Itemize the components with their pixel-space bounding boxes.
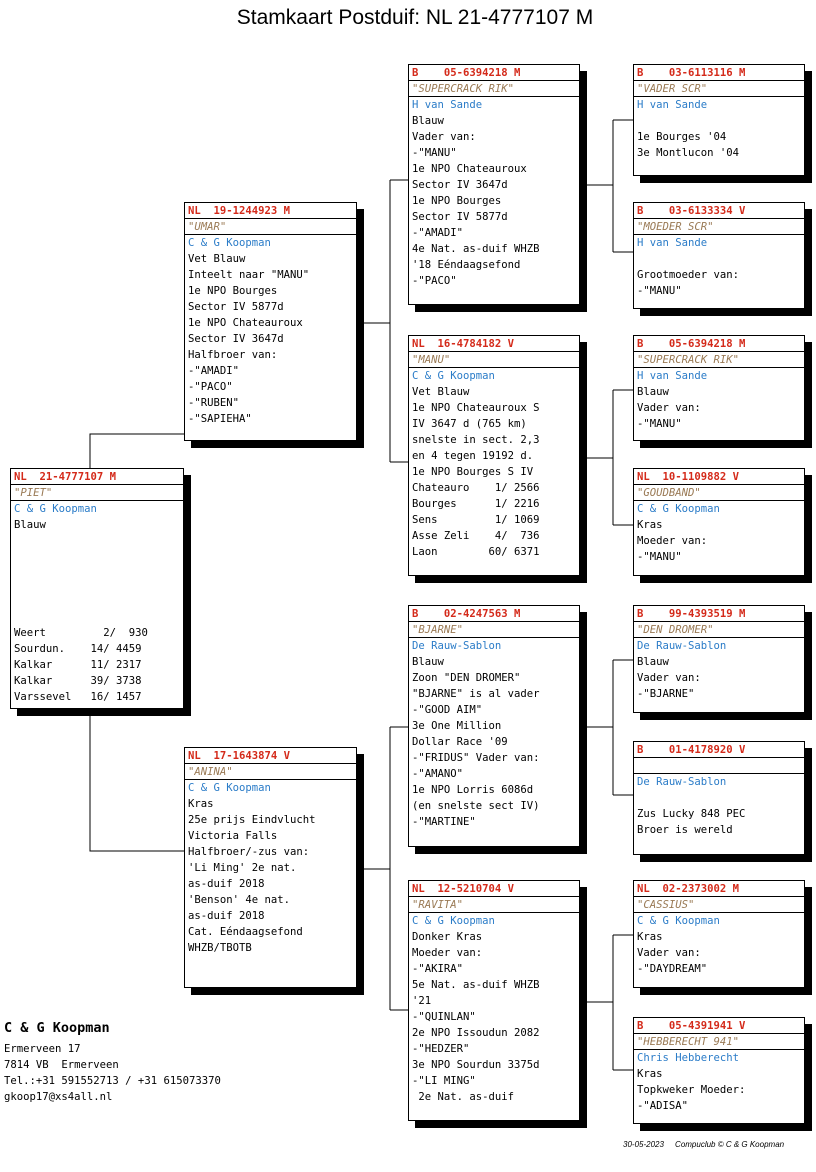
info-line: -"MANU" bbox=[637, 285, 682, 297]
info-line: Kras bbox=[637, 1068, 663, 1080]
info-line: '18 Eéndaagsefond bbox=[412, 259, 521, 271]
ring-number: B 99-4393519 M bbox=[634, 606, 804, 622]
owner-postcode-city: 7814 VB Ermerveen bbox=[4, 1059, 119, 1071]
info-line: -"SAPIEHA" bbox=[188, 413, 252, 425]
race-result: Weert 2/ 930 bbox=[14, 627, 148, 639]
pigeon-name: "BJARNE" bbox=[409, 622, 579, 638]
ring-number: NL 12-5210704 V bbox=[409, 881, 579, 897]
race-result: Varssevel 16/ 1457 bbox=[14, 691, 142, 703]
pedigree-card-subject bbox=[10, 468, 184, 709]
pigeon-name: "MOEDER SCR" bbox=[634, 219, 804, 235]
pedigree-card-fmm bbox=[633, 468, 805, 576]
info-line: Victoria Falls bbox=[188, 830, 278, 842]
info-line: '21 bbox=[412, 995, 432, 1007]
info-line: Topkweker Moeder: bbox=[637, 1084, 746, 1096]
breeder-name: C & G Koopman bbox=[412, 370, 495, 382]
info-line: -"RUBEN" bbox=[188, 397, 240, 409]
ring-number: B 05-6394218 M bbox=[409, 65, 579, 81]
info-line: -"QUINLAN" bbox=[412, 1011, 476, 1023]
info-line: Donker Kras bbox=[412, 931, 483, 943]
pigeon-name bbox=[634, 758, 804, 774]
owner-name: C & G Koopman bbox=[4, 1020, 110, 1036]
footer-credit: 30-05-2023 Compuclub © C & G Koopman bbox=[623, 1140, 785, 1149]
ring-number: B 02-4247563 M bbox=[409, 606, 579, 622]
info-line: Laon 60/ 6371 bbox=[412, 546, 540, 558]
info-line: 1e NPO Chateauroux bbox=[188, 317, 303, 329]
info-line: Vader van: bbox=[637, 402, 701, 414]
info-line: Sector IV 3647d bbox=[188, 333, 284, 345]
info-line: -"PACO" bbox=[188, 381, 233, 393]
info-line: Vet Blauw bbox=[188, 253, 246, 265]
info-line: -"MANU" bbox=[412, 147, 457, 159]
info-line: Sens 1/ 1069 bbox=[412, 514, 540, 526]
breeder-name: C & G Koopman bbox=[188, 782, 271, 794]
owner-address: Ermerveen 17 bbox=[4, 1043, 81, 1055]
ring-number: B 01-4178920 V bbox=[634, 742, 804, 758]
info-line: -"GOOD AIM" bbox=[412, 704, 483, 716]
info-line bbox=[634, 113, 804, 129]
info-line: Vet Blauw bbox=[412, 386, 470, 398]
ring-number: NL 16-4784182 V bbox=[409, 336, 579, 352]
ring-number: NL 02-2373002 M bbox=[634, 881, 804, 897]
info-line: Dollar Race '09 bbox=[412, 736, 508, 748]
info-line: -"LI MING" bbox=[412, 1075, 476, 1087]
info-line: Broer is wereld bbox=[637, 824, 733, 836]
pigeon-name: "RAVITA" bbox=[409, 897, 579, 913]
pigeon-name: "UMAR" bbox=[185, 219, 356, 235]
info-line: Halfbroer/-zus van: bbox=[188, 846, 310, 858]
info-line: 3e Montlucon '04 bbox=[637, 147, 740, 159]
ring-number: B 05-6394218 M bbox=[634, 336, 804, 352]
info-line: -"AMANO" bbox=[412, 768, 464, 780]
info-line: Zus Lucky 848 PEC bbox=[637, 808, 746, 820]
info-line: 'Li Ming' 2e nat. bbox=[188, 862, 297, 874]
pedigree-card-fmf bbox=[633, 335, 805, 441]
info-line bbox=[634, 251, 804, 267]
pedigree-card-mf bbox=[408, 605, 580, 847]
ring-number: NL 17-1643874 V bbox=[185, 748, 356, 764]
info-line: Blauw bbox=[412, 115, 444, 127]
info-line: -"BJARNE" bbox=[637, 688, 695, 700]
ring-number: NL 21-4777107 M bbox=[11, 469, 183, 485]
info-line: Cat. Eéndaagsefond bbox=[188, 926, 303, 938]
breeder-name: H van Sande bbox=[412, 99, 483, 111]
info-line: 5e Nat. as-duif WHZB bbox=[412, 979, 540, 991]
info-line: Sector IV 5877d bbox=[188, 301, 284, 313]
pedigree-card-mmf bbox=[633, 880, 805, 988]
info-line: Halfbroer van: bbox=[188, 349, 278, 361]
info-line: 1e Bourges '04 bbox=[637, 131, 727, 143]
race-result: Kalkar 11/ 2317 bbox=[14, 659, 142, 671]
pigeon-name: "SUPERCRACK RIK" bbox=[634, 352, 804, 368]
owner-contact-block bbox=[4, 1019, 221, 1105]
pedigree-card-fm bbox=[408, 335, 580, 576]
info-line: -"MANU" bbox=[637, 551, 682, 563]
info-line: Blauw bbox=[637, 656, 669, 668]
info-line: -"DAYDREAM" bbox=[637, 963, 708, 975]
info-line: 25e prijs Eindvlucht bbox=[188, 814, 316, 826]
pedigree-card-mmm bbox=[633, 1017, 805, 1124]
pigeon-name: "HEBBERECHT 941" bbox=[634, 1034, 804, 1050]
info-line: Blauw bbox=[14, 519, 46, 531]
pedigree-card-fff bbox=[633, 64, 805, 176]
breeder-name: De Rauw-Sablon bbox=[412, 640, 502, 652]
info-line: Sector IV 5877d bbox=[412, 211, 508, 223]
pigeon-name: "CASSIUS" bbox=[634, 897, 804, 913]
pigeon-name: "PIET" bbox=[11, 485, 183, 501]
breeder-name: C & G Koopman bbox=[637, 915, 720, 927]
race-results bbox=[11, 625, 183, 705]
info-line: Vader van: bbox=[637, 672, 701, 684]
ring-number: B 03-6133334 V bbox=[634, 203, 804, 219]
race-result: Kalkar 39/ 3738 bbox=[14, 675, 142, 687]
breeder-name: Chris Hebberecht bbox=[637, 1052, 740, 1064]
info-line: as-duif 2018 bbox=[188, 878, 265, 890]
info-line: 1e NPO Lorris 6086d bbox=[412, 784, 534, 796]
page-title: Stamkaart Postduif: NL 21-4777107 M bbox=[236, 6, 594, 29]
info-line: Bourges 1/ 2216 bbox=[412, 498, 540, 510]
pigeon-name: "ANINA" bbox=[185, 764, 356, 780]
info-line: 2e Nat. as-duif bbox=[412, 1091, 515, 1103]
breeder-name: C & G Koopman bbox=[637, 503, 720, 515]
pigeon-name: "MANU" bbox=[409, 352, 579, 368]
info-line: 3e One Million bbox=[412, 720, 502, 732]
pedigree-card-father bbox=[184, 202, 357, 441]
breeder-name: C & G Koopman bbox=[188, 237, 271, 249]
pedigree-card-ffm bbox=[633, 202, 805, 309]
pedigree-card-mother bbox=[184, 747, 357, 988]
race-result: Sourdun. 14/ 4459 bbox=[14, 643, 142, 655]
ring-number: B 03-6113116 M bbox=[634, 65, 804, 81]
breeder-name: C & G Koopman bbox=[14, 503, 97, 515]
info-line: 1e NPO Bourges bbox=[188, 285, 278, 297]
info-line: en 4 tegen 19192 d. bbox=[412, 450, 534, 462]
pedigree-card-mm bbox=[408, 880, 580, 1121]
info-line: Blauw bbox=[637, 386, 669, 398]
info-line: (en snelste sect IV) bbox=[412, 800, 540, 812]
info-line: -"HEDZER" bbox=[412, 1043, 470, 1055]
info-line: 3e NPO Sourdun 3375d bbox=[412, 1059, 540, 1071]
info-line: Asse Zeli 4/ 736 bbox=[412, 530, 540, 542]
breeder-name: H van Sande bbox=[637, 99, 708, 111]
info-line: Grootmoeder van: bbox=[637, 269, 740, 281]
info-line: IV 3647 d (765 km) bbox=[412, 418, 527, 430]
info-line: Sector IV 3647d bbox=[412, 179, 508, 191]
info-line: as-duif 2018 bbox=[188, 910, 265, 922]
breeder-name: H van Sande bbox=[637, 370, 708, 382]
info-line: -"FRIDUS" Vader van: bbox=[412, 752, 540, 764]
pedigree-card-mff bbox=[633, 605, 805, 713]
info-line: -"PACO" bbox=[412, 275, 457, 287]
ring-number: NL 19-1244923 M bbox=[185, 203, 356, 219]
info-line bbox=[634, 790, 804, 806]
pigeon-name: "DEN DROMER" bbox=[634, 622, 804, 638]
info-line: 'Benson' 4e nat. bbox=[188, 894, 291, 906]
breeder-name: De Rauw-Sablon bbox=[637, 776, 727, 788]
info-line: Chateauro 1/ 2566 bbox=[412, 482, 540, 494]
pigeon-name: "GOUDBAND" bbox=[634, 485, 804, 501]
info-line: Moeder van: bbox=[637, 535, 708, 547]
info-line: 1e NPO Chateauroux bbox=[412, 163, 527, 175]
ring-number: NL 10-1109882 V bbox=[634, 469, 804, 485]
pigeon-name: "SUPERCRACK RIK" bbox=[409, 81, 579, 97]
info-line: Kras bbox=[637, 931, 663, 943]
owner-email: gkoop17@xs4all.nl bbox=[4, 1091, 113, 1103]
info-line: 4e Nat. as-duif WHZB bbox=[412, 243, 540, 255]
info-line: -"AKIRA" bbox=[412, 963, 464, 975]
info-line: 1e NPO Chateauroux S bbox=[412, 402, 540, 414]
breeder-name: C & G Koopman bbox=[412, 915, 495, 927]
info-line: Kras bbox=[637, 519, 663, 531]
info-line: 1e NPO Bourges bbox=[412, 195, 502, 207]
info-line: "BJARNE" is al vader bbox=[412, 688, 540, 700]
info-line: -"MANU" bbox=[637, 418, 682, 430]
info-line: 1e NPO Bourges S IV bbox=[412, 466, 534, 478]
info-line: -"AMADI" bbox=[412, 227, 464, 239]
pedigree-card-mfm bbox=[633, 741, 805, 855]
info-line: Moeder van: bbox=[412, 947, 483, 959]
info-line: Inteelt naar "MANU" bbox=[188, 269, 310, 281]
info-line: Vader van: bbox=[637, 947, 701, 959]
info-line: 2e NPO Issoudun 2082 bbox=[412, 1027, 540, 1039]
info-line: Kras bbox=[188, 798, 214, 810]
owner-phone: Tel.:+31 591552713 / +31 615073370 bbox=[4, 1075, 221, 1087]
info-line: snelste in sect. 2,3 bbox=[412, 434, 540, 446]
info-line: Vader van: bbox=[412, 131, 476, 143]
pedigree-card-ff bbox=[408, 64, 580, 305]
ring-number: B 05-4391941 V bbox=[634, 1018, 804, 1034]
info-line: Blauw bbox=[412, 656, 444, 668]
info-line: -"AMADI" bbox=[188, 365, 240, 377]
breeder-name: De Rauw-Sablon bbox=[637, 640, 727, 652]
info-line: -"MARTINE" bbox=[412, 816, 476, 828]
info-line: Zoon "DEN DROMER" bbox=[412, 672, 521, 684]
breeder-name: H van Sande bbox=[637, 237, 708, 249]
info-line: -"ADISA" bbox=[637, 1100, 689, 1112]
info-line: WHZB/TBOTB bbox=[188, 942, 252, 954]
pigeon-name: "VADER SCR" bbox=[634, 81, 804, 97]
